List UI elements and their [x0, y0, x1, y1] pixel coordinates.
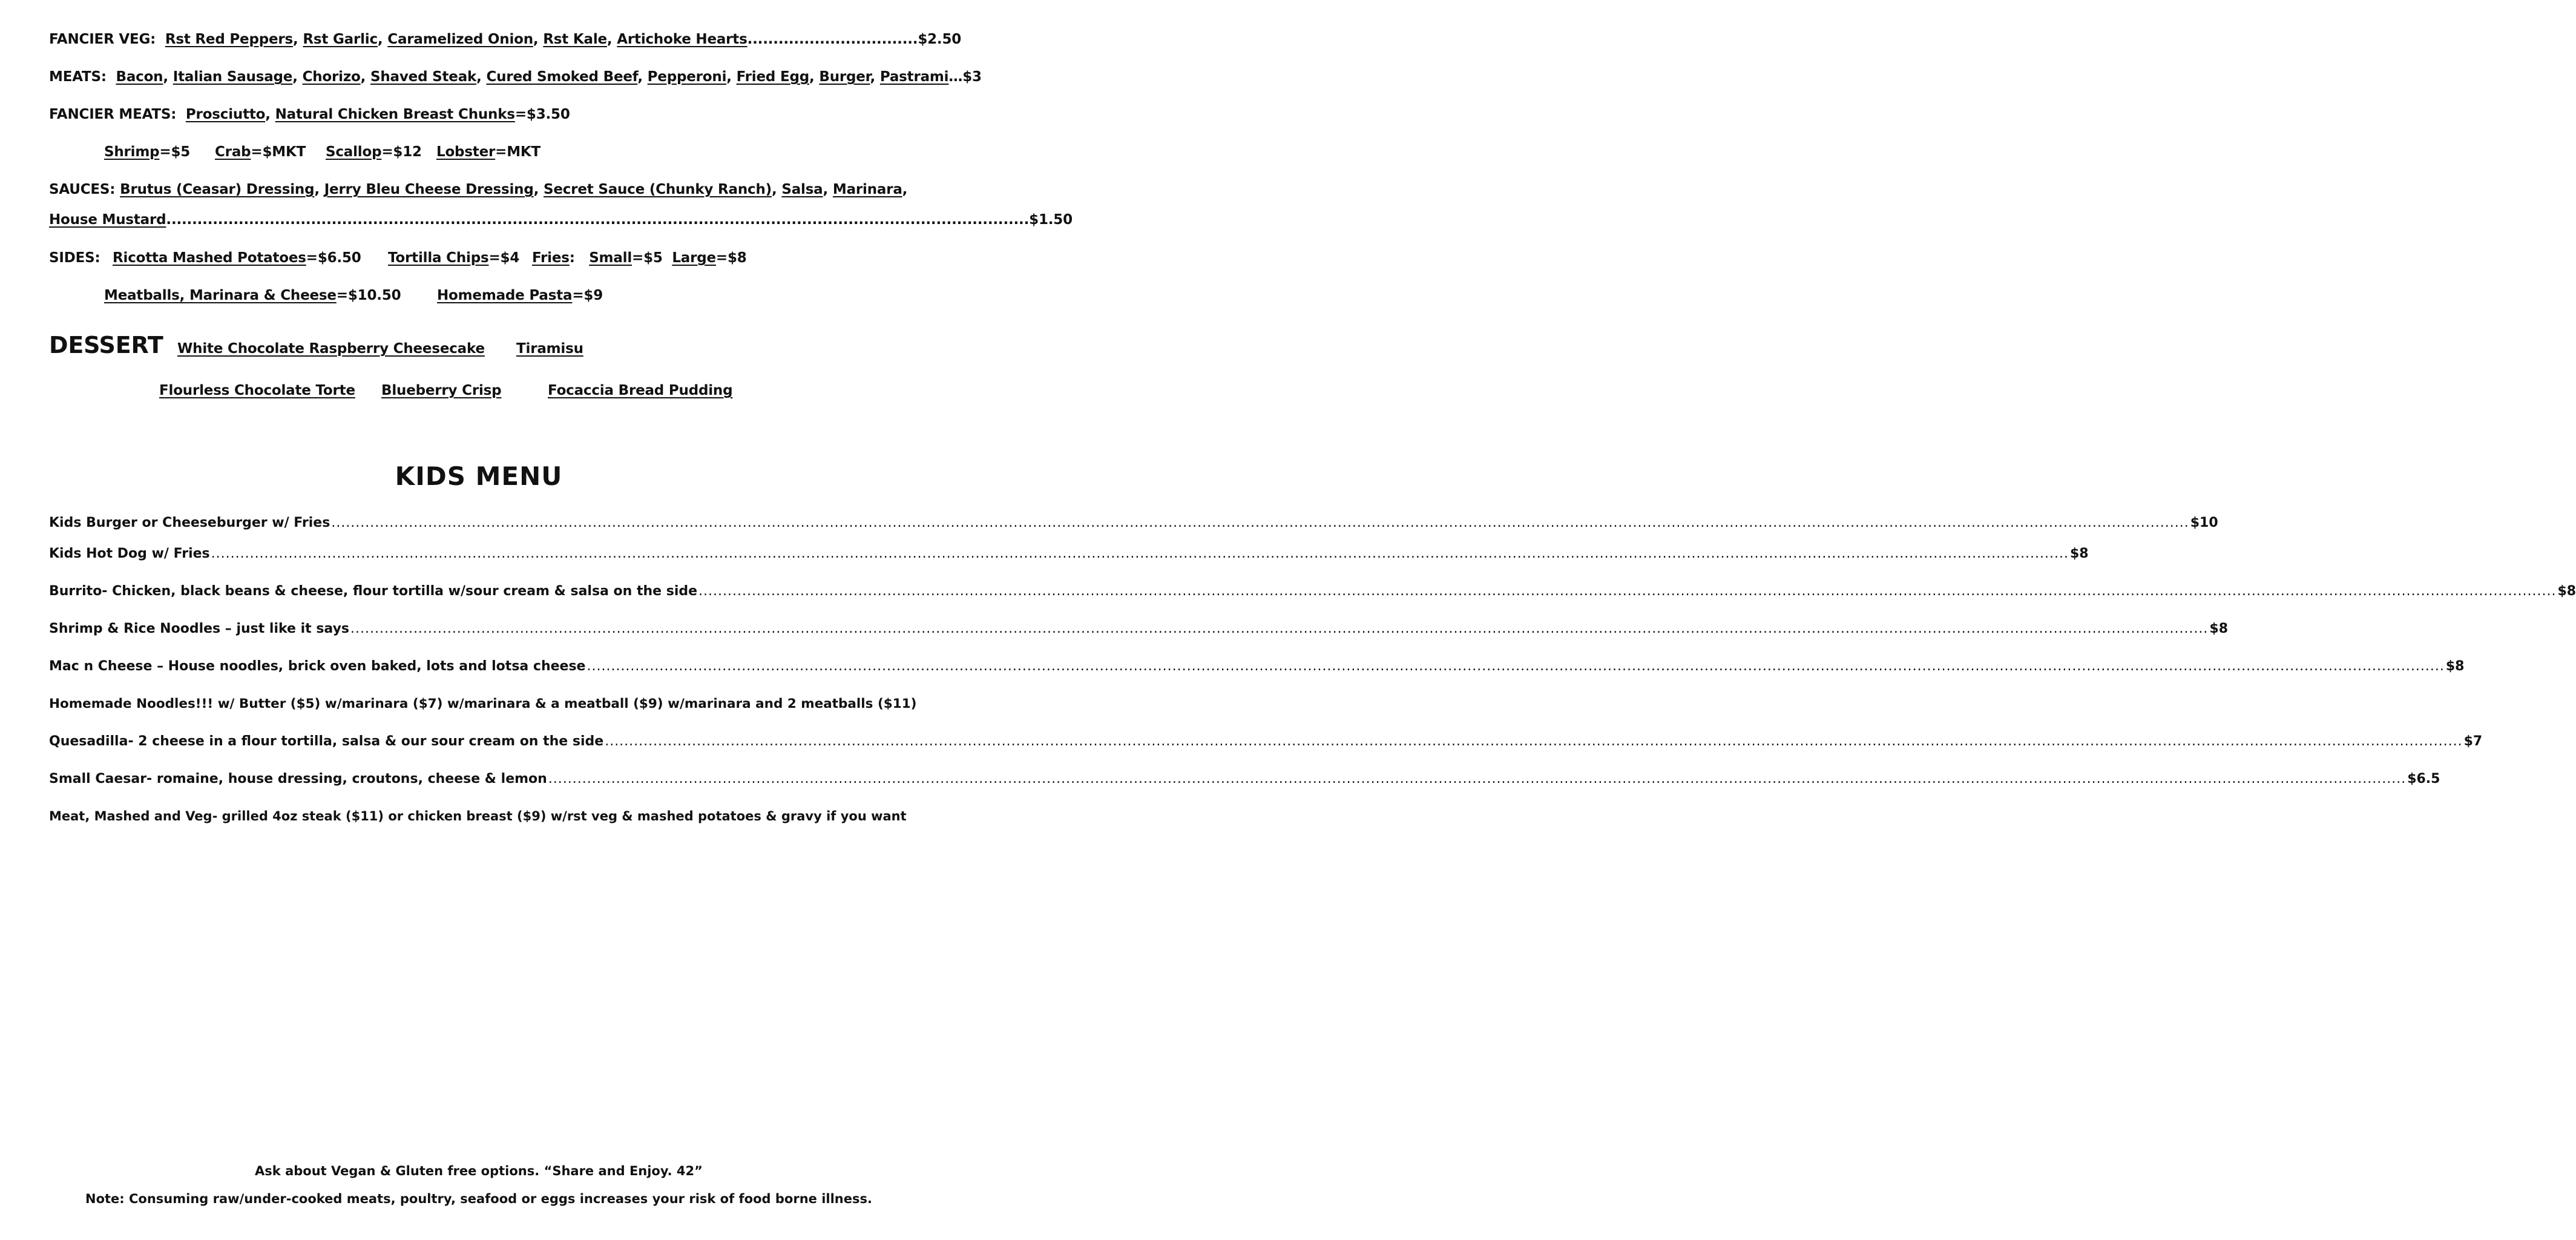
dessert-item: Tiramisu [516, 341, 583, 357]
meat-item: Chorizo [302, 69, 361, 85]
sauce-item: House Mustard [49, 212, 166, 228]
kids-item-name: Kids Burger or Cheeseburger w/ Fries [49, 515, 330, 530]
fancier-veg-label: FANCIER VEG: [49, 31, 156, 47]
dessert-item: Focaccia Bread Pudding [548, 383, 733, 398]
meat-item: Bacon [116, 69, 163, 85]
side-item: Ricotta Mashed Potatoes [113, 250, 306, 266]
meat-item: Cured Smoked Beef [486, 69, 638, 85]
kids-item-name: Quesadilla- 2 cheese in a flour tortilla, salsa & our sour cream on the side [49, 734, 604, 749]
dot-leader: … [948, 69, 963, 85]
side-item: Homemade Pasta [437, 288, 573, 303]
dessert-item: Flourless Chocolate Torte [159, 383, 355, 398]
dessert-line [49, 332, 583, 358]
meat-item: Pastrami [879, 69, 949, 85]
side-price: =$6.50 [306, 250, 361, 266]
kids-menu-item [49, 546, 2089, 561]
sauce-item: Secret Sauce (Chunky Ranch) [543, 182, 772, 197]
meat-item: Fried Egg [736, 69, 810, 85]
side-price: =$4 [488, 250, 520, 266]
kids-menu-title: KIDS MENU [395, 461, 563, 491]
kids-item-price: $7 [2463, 734, 2483, 749]
dessert-item: Blueberry Crisp [381, 383, 502, 398]
sauce-item: Salsa [781, 182, 823, 197]
seafood-item: Shrimp [104, 144, 160, 160]
kids-item-name: Homemade Noodles!!! w/ Butter ($5) w/marinara ($7) w/marinara & a meatball ($9) w/marinara and 2 meatballs ($11) [49, 696, 917, 711]
kids-item-price: $6.5 [2407, 771, 2440, 787]
side-price: =$9 [572, 288, 603, 303]
meats-price: $3 [962, 69, 982, 85]
kids-item-price: $10 [2190, 515, 2218, 530]
dot-leader [350, 621, 2208, 636]
fancier-veg-item: Rst Garlic [303, 31, 378, 47]
seafood-price: =$5 [159, 144, 191, 160]
footer-options-note: Ask about Vegan & Gluten free options. “Share and Enjoy. 42” [255, 1164, 703, 1178]
side-price: =$8 [715, 250, 747, 266]
dessert-item: White Chocolate Raspberry Cheesecake [177, 341, 485, 357]
seafood-price: =MKT [495, 144, 541, 160]
kids-item-name: Burrito- Chicken, black beans & cheese, flour tortilla w/sour cream & salsa on the side [49, 584, 698, 599]
fancier-meat-item: Natural Chicken Breast Chunks [275, 107, 515, 122]
fancier-veg-item: Caramelized Onion [387, 31, 533, 47]
kids-item-price: $8 [2209, 621, 2229, 636]
meat-item: Italian Sausage [172, 69, 293, 85]
dot-leader [211, 546, 2069, 561]
meats-line: MEATS: Bacon, Italian Sausage, Chorizo, Shaved Steak, Cured Smoked Beef, Pepperoni, Fried Egg, Burger, Pastrami…$3 [49, 69, 982, 85]
seafood-item: Crab [215, 144, 251, 160]
kids-item-name: Mac n Cheese – House noodles, brick oven baked, lots and lotsa cheese [49, 659, 586, 674]
fancier-meats-label: FANCIER MEATS: [49, 107, 177, 122]
kids-menu-item [49, 771, 2440, 787]
fancier-meats-line: FANCIER MEATS: Prosciutto, Natural Chicken Breast Chunks=$3.50 [49, 107, 570, 122]
sauce-item: Brutus (Ceasar) Dressing [120, 182, 315, 197]
dot-leader [548, 771, 2406, 787]
dot-leader [586, 659, 2444, 674]
side-price: =$5 [632, 250, 663, 266]
kids-item-price: $8 [2070, 546, 2089, 561]
side-item: Small [589, 250, 632, 266]
sauce-item: Marinara [832, 182, 902, 197]
sides-label: SIDES: [49, 250, 100, 266]
dot-leader [331, 515, 2189, 530]
dot-leader: ....................................................................................................................................................................... [166, 212, 1030, 228]
sauce-item: Jerry Bleu Cheese Dressing [324, 182, 534, 197]
sauces-line: SAUCES: Brutus (Ceasar) Dressing, Jerry Bleu Cheese Dressing, Secret Sauce (Chunky Ranch), Salsa, Marinara, [49, 182, 908, 197]
kids-menu-item [49, 584, 2576, 599]
fancier-veg-item: Artichoke Hearts [617, 31, 748, 47]
kids-menu-item [49, 696, 917, 711]
sauces-label: SAUCES: [49, 182, 116, 197]
footer-health-note: Note: Consuming raw/under-cooked meats, poultry, seafood or eggs increases your risk of food borne illness. [85, 1192, 872, 1206]
meat-item: Shaved Steak [370, 69, 477, 85]
fancier-veg-item: Rst Red Peppers [165, 31, 294, 47]
sauces-price: $1.50 [1029, 212, 1073, 228]
seafood-price: =$12 [381, 144, 422, 160]
side-item: Tortilla Chips [388, 250, 489, 266]
sides-line: SIDES: Ricotta Mashed Potatoes=$6.50 Tortilla Chips=$4 Fries: Small=$5 Large=$8 [49, 250, 747, 266]
dot-leader: ................................. [747, 31, 918, 47]
seafood-price: =$MKT [251, 144, 306, 160]
kids-item-name: Meat, Mashed and Veg- grilled 4oz steak ($11) or chicken breast ($9) w/rst veg & mashed potatoes & gravy if you want [49, 809, 907, 823]
seafood-line [104, 144, 540, 160]
meats-label: MEATS: [49, 69, 107, 85]
side-item: Meatballs, Marinara & Cheese [104, 288, 337, 303]
fancier-meat-item: Prosciutto [185, 107, 266, 122]
fancier-veg-item: Rst Kale [543, 31, 607, 47]
kids-item-price: $8 [2557, 584, 2576, 599]
side-item: Large [672, 250, 716, 266]
kids-item-price: $8 [2445, 659, 2465, 674]
kids-item-name: Shrimp & Rice Noodles – just like it says [49, 621, 350, 636]
side-price: =$10.50 [336, 288, 401, 303]
meat-item: Burger [819, 69, 870, 85]
kids-item-name: Kids Hot Dog w/ Fries [49, 546, 210, 561]
fancier-veg-line: FANCIER VEG: Rst Red Peppers, Rst Garlic, Caramelized Onion, Rst Kale, Artichoke Hearts.................................$2.50 [49, 31, 962, 47]
kids-menu-item [49, 515, 2218, 530]
kids-menu-item [49, 809, 908, 823]
fancier-meat-price: =$3.50 [514, 107, 570, 122]
dot-leader [698, 584, 2556, 599]
dessert-label: DESSERT [49, 332, 163, 358]
dessert-line-2 [159, 383, 732, 398]
kids-item-name: Small Caesar- romaine, house dressing, croutons, cheese & lemon [49, 771, 547, 787]
dot-leader [605, 734, 2462, 749]
kids-menu-item [49, 659, 2465, 674]
seafood-item: Lobster [436, 144, 496, 160]
kids-menu-item [49, 621, 2229, 636]
sides-line-2 [104, 288, 603, 303]
fancier-veg-price: $2.50 [918, 31, 962, 47]
side-item: Fries [532, 250, 570, 266]
sauces-line-2 [49, 212, 1073, 228]
seafood-item: Scallop [326, 144, 382, 160]
kids-menu-item [49, 734, 2483, 749]
meat-item: Pepperoni [647, 69, 727, 85]
